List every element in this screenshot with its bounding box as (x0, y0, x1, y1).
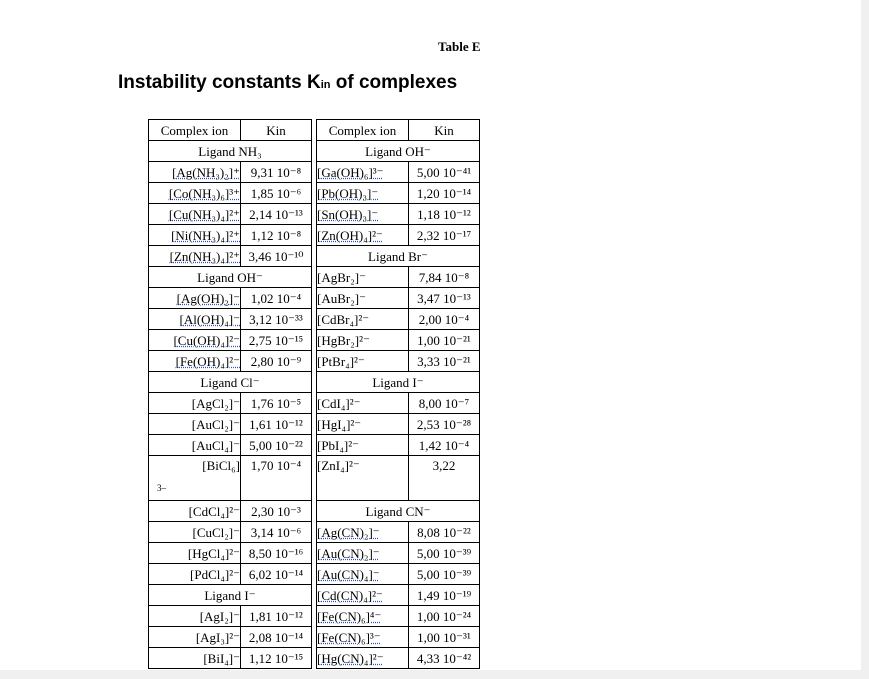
complex-ion-formula: [BiCl₆] (202, 458, 240, 473)
title-subscript: in (320, 79, 331, 91)
table-row (149, 330, 480, 351)
complex-ion-formula: [Ag(NH₃)₂]⁺ (172, 164, 240, 180)
complex-ion-formula: [HgI₄]²⁻ (317, 416, 362, 432)
right-kin-value-cell: 3,47 10⁻¹³ (409, 288, 480, 309)
right-complex-ion-cell (317, 648, 409, 669)
right-complex-ion-cell (317, 330, 409, 351)
right-kin-value-cell: 1,00 10⁻²⁴ (409, 606, 480, 627)
complex-ion-formula: [Ag(OH)₂]⁻ (176, 290, 240, 306)
right-complex-ion-cell (317, 627, 409, 648)
right-kin-value-cell: 2,32 10⁻¹⁷ (409, 225, 480, 246)
left-kin-value-cell: 1,12 10⁻¹⁵ (241, 648, 312, 669)
complex-ion-formula: [Zn(NH₃)₄]²⁺ (169, 248, 240, 264)
header-kin: Kin (409, 120, 480, 141)
table-row (149, 522, 480, 543)
complex-ion-formula: [AuCl₂]⁻ (191, 416, 240, 432)
complex-ion-formula: [ZnI₄]²⁻ (317, 458, 360, 473)
right-complex-ion-cell (317, 435, 409, 456)
complex-ion-formula: [Fe(CN)₆]³⁻ (317, 629, 381, 645)
table-row (149, 246, 480, 267)
table-row (149, 393, 480, 414)
table-row (149, 543, 480, 564)
header-complex-ion: Complex ion (317, 120, 409, 141)
table-body (149, 120, 480, 669)
title-end: of complexes (330, 72, 458, 93)
right-complex-ion-cell (317, 183, 409, 204)
right-ligand-group-header: Ligand I⁻ (317, 372, 480, 393)
left-complex-ion-cell (149, 414, 241, 435)
horizontal-scrollbar-track[interactable] (0, 670, 869, 679)
complex-ion-formula: [Pb(OH)₃]⁻ (317, 185, 379, 201)
complex-ion-formula: [CdBr₄]²⁻ (317, 311, 370, 327)
right-complex-ion-cell (317, 585, 409, 606)
right-kin-value-cell: 5,00 10⁻⁴¹ (409, 162, 480, 183)
right-complex-ion-cell (317, 267, 409, 288)
left-kin-value-cell: 1,70 10⁻⁴ (241, 456, 312, 501)
left-kin-value-cell: 3,46 10⁻¹⁰ (241, 246, 312, 267)
table-row (149, 162, 480, 183)
table-row (149, 204, 480, 225)
right-complex-ion-cell (317, 162, 409, 183)
left-complex-ion-cell (149, 456, 241, 501)
right-complex-ion-cell (317, 543, 409, 564)
left-kin-value-cell: 1,12 10⁻⁸ (241, 225, 312, 246)
complex-ion-formula: [CuCl₂]⁻ (192, 524, 240, 540)
complex-ion-formula: [Ag(CN)₂]⁻ (317, 524, 380, 540)
complex-ion-formula: [HgBr₂]²⁻ (317, 332, 370, 348)
table-row (149, 456, 480, 501)
header-complex-ion: Complex ion (149, 120, 241, 141)
right-kin-value-cell: 7,84 10⁻⁸ (409, 267, 480, 288)
left-kin-value-cell: 3,14 10⁻⁶ (241, 522, 312, 543)
right-complex-ion-cell (317, 564, 409, 585)
table-label: Table E (438, 39, 481, 54)
right-kin-value-cell: 1,42 10⁻⁴ (409, 435, 480, 456)
complex-ion-formula: [AgI₃]²⁻ (195, 629, 240, 645)
right-complex-ion-cell (317, 522, 409, 543)
right-ligand-group-header: Ligand Br⁻ (317, 246, 480, 267)
complex-ion-formula: [CdCl₄]²⁻ (188, 503, 240, 519)
right-kin-value-cell: 4,33 10⁻⁴² (409, 648, 480, 669)
left-complex-ion-cell (149, 183, 241, 204)
complex-ion-formula: [HgCl₄]²⁻ (187, 545, 240, 561)
left-complex-ion-cell (149, 501, 241, 522)
right-ligand-group-header: Ligand OH⁻ (317, 141, 480, 162)
table-row (149, 501, 480, 522)
left-ligand-group-header: Ligand I⁻ (149, 585, 312, 606)
table-row (149, 414, 480, 435)
left-complex-ion-cell (149, 564, 241, 585)
right-complex-ion-cell (317, 393, 409, 414)
complex-ion-formula: [BiI₄]⁻ (203, 650, 240, 666)
complex-ion-formula: [PtBr₄]²⁻ (317, 353, 365, 369)
right-ligand-group-header: Ligand CN⁻ (317, 501, 480, 522)
complex-ion-formula: [Cu(OH)₄]²⁻ (173, 332, 240, 348)
right-kin-value-cell: 3,33 10⁻²¹ (409, 351, 480, 372)
table-row (149, 564, 480, 585)
title-main: Instability constants K (118, 72, 321, 93)
left-kin-value-cell: 9,31 10⁻⁸ (241, 162, 312, 183)
right-kin-value-cell: 5,00 10⁻³⁹ (409, 564, 480, 585)
left-kin-value-cell: 1,61 10⁻¹² (241, 414, 312, 435)
right-kin-value-cell: 2,00 10⁻⁴ (409, 309, 480, 330)
table-row (149, 351, 480, 372)
table-row (149, 225, 480, 246)
right-complex-ion-cell (317, 309, 409, 330)
right-kin-value-cell: 5,00 10⁻³⁹ (409, 543, 480, 564)
right-kin-value-cell: 1,00 10⁻³¹ (409, 627, 480, 648)
table-row (149, 141, 480, 162)
left-ligand-group-header: Ligand OH⁻ (149, 267, 312, 288)
left-ligand-group-header: Ligand NH₃ (149, 141, 312, 162)
complex-ion-formula: [AuCl₄]⁻ (191, 437, 240, 453)
complex-ion-formula: [Cu(NH₃)₄]²⁺ (168, 206, 240, 222)
left-kin-value-cell: 3,12 10⁻³³ (241, 309, 312, 330)
right-kin-value-cell: 8,00 10⁻⁷ (409, 393, 480, 414)
table-row (149, 183, 480, 204)
left-complex-ion-cell (149, 204, 241, 225)
right-complex-ion-cell (317, 288, 409, 309)
complex-ion-formula: [AgI₂]⁻ (199, 608, 240, 624)
left-kin-value-cell: 1,02 10⁻⁴ (241, 288, 312, 309)
complex-ion-formula: [PdCl₄]²⁻ (190, 566, 240, 582)
left-kin-value-cell: 2,08 10⁻¹⁴ (241, 627, 312, 648)
left-kin-value-cell: 5,00 10⁻²² (241, 435, 312, 456)
left-complex-ion-cell (149, 225, 241, 246)
left-kin-value-cell: 2,30 10⁻³ (241, 501, 312, 522)
complex-ion-formula: [Hg(CN)₄]²⁻ (317, 650, 384, 666)
scrollbar-track[interactable] (861, 0, 869, 679)
right-kin-value-cell: 1,18 10⁻¹² (409, 204, 480, 225)
right-kin-value-cell: 1,49 10⁻¹⁹ (409, 585, 480, 606)
table-row (149, 585, 480, 606)
left-kin-value-cell: 1,85 10⁻⁶ (241, 183, 312, 204)
complex-ion-formula: [Ni(NH₃)₄]²⁺ (171, 227, 240, 243)
right-complex-ion-cell (317, 204, 409, 225)
right-kin-value-cell: 3,22 (409, 456, 480, 501)
complex-ion-formula: [Fe(CN)₆]⁴⁻ (317, 608, 382, 624)
table-row (149, 372, 480, 393)
right-complex-ion-cell (317, 414, 409, 435)
left-complex-ion-cell (149, 393, 241, 414)
complex-ion-formula: [Sn(OH)₃]⁻ (317, 206, 379, 222)
complex-ion-formula: [Zn(OH)₄]²⁻ (317, 227, 383, 243)
complex-ion-formula: [CdI₄]²⁻ (317, 395, 361, 411)
left-complex-ion-cell (149, 627, 241, 648)
left-complex-ion-cell (149, 522, 241, 543)
complex-ion-formula: [Ga(OH)₆]³⁻ (317, 164, 384, 180)
left-kin-value-cell: 6,02 10⁻¹⁴ (241, 564, 312, 585)
complex-ion-formula: [Au(CN)₄]⁻ (317, 566, 380, 582)
table-row (149, 627, 480, 648)
table-row (149, 288, 480, 309)
right-complex-ion-cell (317, 351, 409, 372)
left-kin-value-cell: 1,81 10⁻¹² (241, 606, 312, 627)
right-kin-value-cell: 2,53 10⁻²⁸ (409, 414, 480, 435)
right-complex-ion-cell (317, 225, 409, 246)
table-row (149, 606, 480, 627)
complex-ion-formula: [AgBr₂]⁻ (317, 269, 366, 285)
complex-ion-formula: [AgCl₂]⁻ (191, 395, 240, 411)
right-complex-ion-cell (317, 606, 409, 627)
left-kin-value-cell: 2,80 10⁻⁹ (241, 351, 312, 372)
page-title (118, 72, 457, 94)
left-complex-ion-cell (149, 543, 241, 564)
left-kin-value-cell: 8,50 10⁻¹⁶ (241, 543, 312, 564)
header-kin: Kin (241, 120, 312, 141)
complex-ion-formula: [AuBr₂]⁻ (317, 290, 366, 306)
complex-ion-formula: [Au(CN)₂]⁻ (317, 545, 380, 561)
left-complex-ion-cell (149, 435, 241, 456)
complex-ion-formula: [PbI₄]²⁻ (317, 437, 360, 453)
right-kin-value-cell: 1,20 10⁻¹⁴ (409, 183, 480, 204)
charge-overflow-note: 3– (157, 483, 166, 493)
left-kin-value-cell: 2,75 10⁻¹⁵ (241, 330, 312, 351)
left-complex-ion-cell (149, 606, 241, 627)
left-kin-value-cell: 2,14 10⁻¹³ (241, 204, 312, 225)
left-complex-ion-cell (149, 288, 241, 309)
left-ligand-group-header: Ligand Cl⁻ (149, 372, 312, 393)
left-complex-ion-cell (149, 309, 241, 330)
left-complex-ion-cell (149, 351, 241, 372)
right-kin-value-cell: 1,00 10⁻²¹ (409, 330, 480, 351)
complex-ion-formula: [Fe(OH)₄]²⁻ (175, 353, 240, 369)
instability-constants-table (148, 119, 480, 669)
right-kin-value-cell: 8,08 10⁻²² (409, 522, 480, 543)
table-row (149, 435, 480, 456)
left-complex-ion-cell (149, 162, 241, 183)
left-kin-value-cell: 1,76 10⁻⁵ (241, 393, 312, 414)
right-complex-ion-cell (317, 456, 409, 501)
left-complex-ion-cell (149, 330, 241, 351)
table-row (149, 309, 480, 330)
left-complex-ion-cell (149, 246, 241, 267)
left-complex-ion-cell (149, 648, 241, 669)
complex-ion-formula: [Co(NH₃)₆]³⁺ (168, 185, 240, 201)
table-row (149, 267, 480, 288)
table-row (149, 648, 480, 669)
complex-ion-formula: [Cd(CN)₄]²⁻ (317, 587, 383, 603)
complex-ion-formula: [Al(OH)₄]⁻ (179, 311, 240, 327)
table-header-row (149, 120, 480, 141)
